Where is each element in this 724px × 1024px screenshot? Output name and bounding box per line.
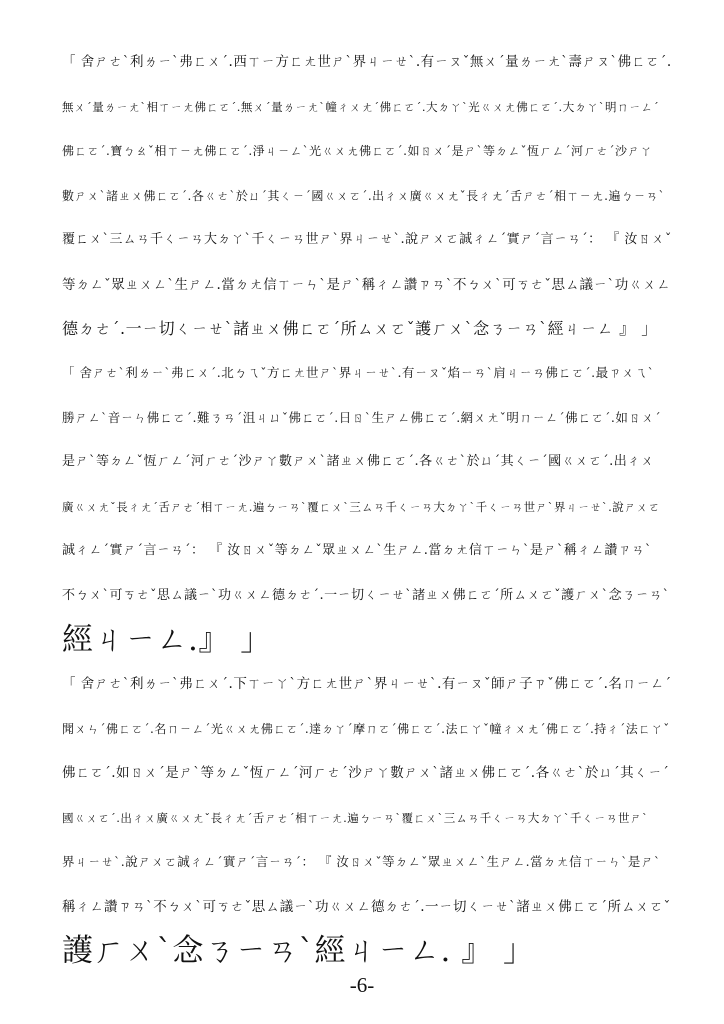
text-line: 不ㄅㄨˋ可ㄎㄜˇ思ㄙ議ㄧˋ功ㄍㄨㄥ德ㄉㄜˊ.一ㄧ切ㄑㄧㄝˋ諸ㄓㄨ佛ㄈㄛˊ所ㄙㄨㄛˇ護ㄏㄨˋ念ㄋㄧㄢˋ: [62, 587, 670, 603]
text-line: 經ㄐㄧㄥ.』 」: [62, 622, 272, 658]
text-line: 佛ㄈㄛˊ.寶ㄅㄠˇ相ㄒㄧㄤ佛ㄈㄛˊ.淨ㄐㄧㄥˋ光ㄍㄨㄤ佛ㄈㄛˊ.如ㄖㄨˊ是ㄕˋ等ㄉㄥˇ恆ㄏㄥˊ河ㄏㄜˊ沙ㄕㄚ: [62, 144, 653, 158]
scripture-paragraph-north: [62, 351, 672, 663]
text-line: 等ㄉㄥˇ眾ㄓㄨㄥˋ生ㄕㄥ.當ㄉㄤ信ㄒㄧㄣˋ是ㄕˋ稱ㄔㄥ讚ㄗㄢˋ不ㄅㄨˋ可ㄎㄜˇ思ㄙ議ㄧˋ功ㄍㄨㄥ: [62, 276, 671, 293]
text-line: 覆ㄈㄨˋ三ㄙㄢ千ㄑㄧㄢ大ㄉㄚˋ千ㄑㄧㄢ世ㄕˋ界ㄐㄧㄝˋ.說ㄕㄨㄛ誠ㄔㄥˊ實ㄕˊ言ㄧㄢˊ： 『 汝ㄖㄨˇ: [62, 232, 672, 247]
text-line: 界ㄐㄧㄝˋ.說ㄕㄨㄛ誠ㄔㄥˊ實ㄕˊ言ㄧㄢˊ： 『 汝ㄖㄨˇ等ㄉㄥˇ眾ㄓㄨㄥˋ生ㄕㄥ.當ㄉㄤ信ㄒㄧㄣˋ是ㄕˋ: [62, 854, 661, 869]
text-line: 稱ㄔㄥ讚ㄗㄢˋ不ㄅㄨˋ可ㄎㄜˇ思ㄙ議ㄧˋ功ㄍㄨㄥ德ㄉㄜˊ.一ㄧ切ㄑㄧㄝˋ諸ㄓㄨ佛ㄈㄛˊ所ㄙㄨㄛˇ: [62, 898, 671, 915]
text-line: 誠ㄔㄥˊ實ㄕˊ言ㄧㄢˊ： 『 汝ㄖㄨˇ等ㄉㄥˇ眾ㄓㄨㄥˋ生ㄕㄥ.當ㄉㄤ信ㄒㄧㄣˋ是ㄕˋ稱ㄔㄥ讚ㄗㄢˋ: [62, 543, 652, 558]
text-line: 數ㄕㄨˋ諸ㄓㄨ佛ㄈㄛˊ.各ㄍㄜˋ於ㄩˊ其ㄑㄧˊ國ㄍㄨㄛˊ.出ㄔㄨ廣ㄍㄨㄤˇ長ㄔㄤˊ舌ㄕㄜˊ相ㄒㄧㄤ.遍ㄅㄧㄢˋ: [62, 188, 665, 203]
text-line: 廣ㄍㄨㄤˇ長ㄔㄤˊ舌ㄕㄜˊ相ㄒㄧㄤ.遍ㄅㄧㄢˋ覆ㄈㄨˋ三ㄙㄢ千ㄑㄧㄢ大ㄉㄚˋ千ㄑㄧㄢ世ㄕˋ界ㄐㄧㄝˋ.說ㄕㄨㄛ: [62, 499, 661, 514]
text-line: 國ㄍㄨㄛˊ.出ㄔㄨ廣ㄍㄨㄤˇ長ㄔㄤˊ舌ㄕㄜˊ相ㄒㄧㄤ.遍ㄅㄧㄢˋ覆ㄈㄨˋ三ㄙㄢ千ㄑㄧㄢ大ㄉㄚˋ千ㄑㄧㄢ世ㄕˋ: [62, 810, 649, 825]
text-line: 聞ㄨㄣˊ佛ㄈㄛˊ.名ㄇㄧㄥˊ光ㄍㄨㄤ佛ㄈㄛˊ.達ㄉㄚˊ摩ㄇㄛˊ佛ㄈㄛˊ.法ㄈㄚˇ幢ㄔㄨㄤˊ佛ㄈㄛˊ.持ㄔˊ法ㄈㄚˇ: [62, 721, 670, 736]
text-line: 「 舍ㄕㄜˋ利ㄌㄧˋ弗ㄈㄨˊ.下ㄒㄧㄚˋ方ㄈㄤ世ㄕˋ界ㄐㄧㄝˋ.有ㄧㄡˇ師ㄕ子ㄗˇ佛ㄈㄛˊ.名ㄇㄧㄥˊ: [62, 676, 672, 692]
text-line: 無ㄨˊ量ㄌㄧㄤˋ相ㄒㄧㄤ佛ㄈㄛˊ.無ㄨˊ量ㄌㄧㄤˋ幢ㄔㄨㄤˊ佛ㄈㄛˊ.大ㄉㄚˋ光ㄍㄨㄤ佛ㄈㄛˊ.大ㄉㄚˋ明ㄇㄧㄥˊ: [62, 99, 660, 114]
text-line: 「 舍ㄕㄜˋ利ㄌㄧˋ弗ㄈㄨˊ.北ㄅㄟˇ方ㄈㄤ世ㄕˋ界ㄐㄧㄝˋ.有ㄧㄡˇ焰ㄧㄢˋ肩ㄐㄧㄢ佛ㄈㄛˊ.最ㄗㄨㄟˋ: [62, 365, 655, 380]
text-line: 德ㄉㄜˊ.一ㄧ切ㄑㄧㄝˋ諸ㄓㄨ佛ㄈㄛˊ所ㄙㄨㄛˇ護ㄏㄨˋ念ㄋㄧㄢˋ經ㄐㄧㄥ 』 」: [62, 319, 658, 338]
scripture-paragraph-west: [62, 40, 672, 352]
text-line: 勝ㄕㄥˋ音ㄧㄣ佛ㄈㄛˊ.難ㄋㄢˊ沮ㄐㄩˇ佛ㄈㄛˊ.日ㄖˋ生ㄕㄥ佛ㄈㄛˊ.網ㄨㄤˇ明ㄇㄧㄥˊ佛ㄈㄛˊ.如ㄖㄨˊ: [62, 409, 662, 425]
text-line: 「 舍ㄕㄜˋ利ㄌㄧˋ弗ㄈㄨˊ.西ㄒㄧ方ㄈㄤ世ㄕˋ界ㄐㄧㄝˋ.有ㄧㄡˇ無ㄨˊ量ㄌㄧㄤˋ壽ㄕㄡˋ佛ㄈㄛˊ.: [62, 54, 672, 70]
text-line: 是ㄕˋ等ㄉㄥˇ恆ㄏㄥˊ河ㄏㄜˊ沙ㄕㄚ數ㄕㄨˋ諸ㄓㄨ佛ㄈㄛˊ.各ㄍㄜˋ於ㄩˊ其ㄑㄧˊ國ㄍㄨㄛˊ.出ㄔㄨ: [62, 454, 655, 469]
text-line: 佛ㄈㄛˊ.如ㄖㄨˊ是ㄕˋ等ㄉㄥˇ恆ㄏㄥˊ河ㄏㄜˊ沙ㄕㄚ數ㄕㄨˋ諸ㄓㄨ佛ㄈㄛˊ.各ㄍㄜˋ於ㄩˊ其ㄑㄧˊ: [62, 765, 670, 781]
text-line: 護ㄏㄨˋ念ㄋㄧㄢˋ經ㄐㄧㄥ. 』 」: [62, 933, 535, 969]
scripture-paragraph-nadir: [62, 662, 672, 974]
page-number: -6-: [349, 973, 375, 997]
